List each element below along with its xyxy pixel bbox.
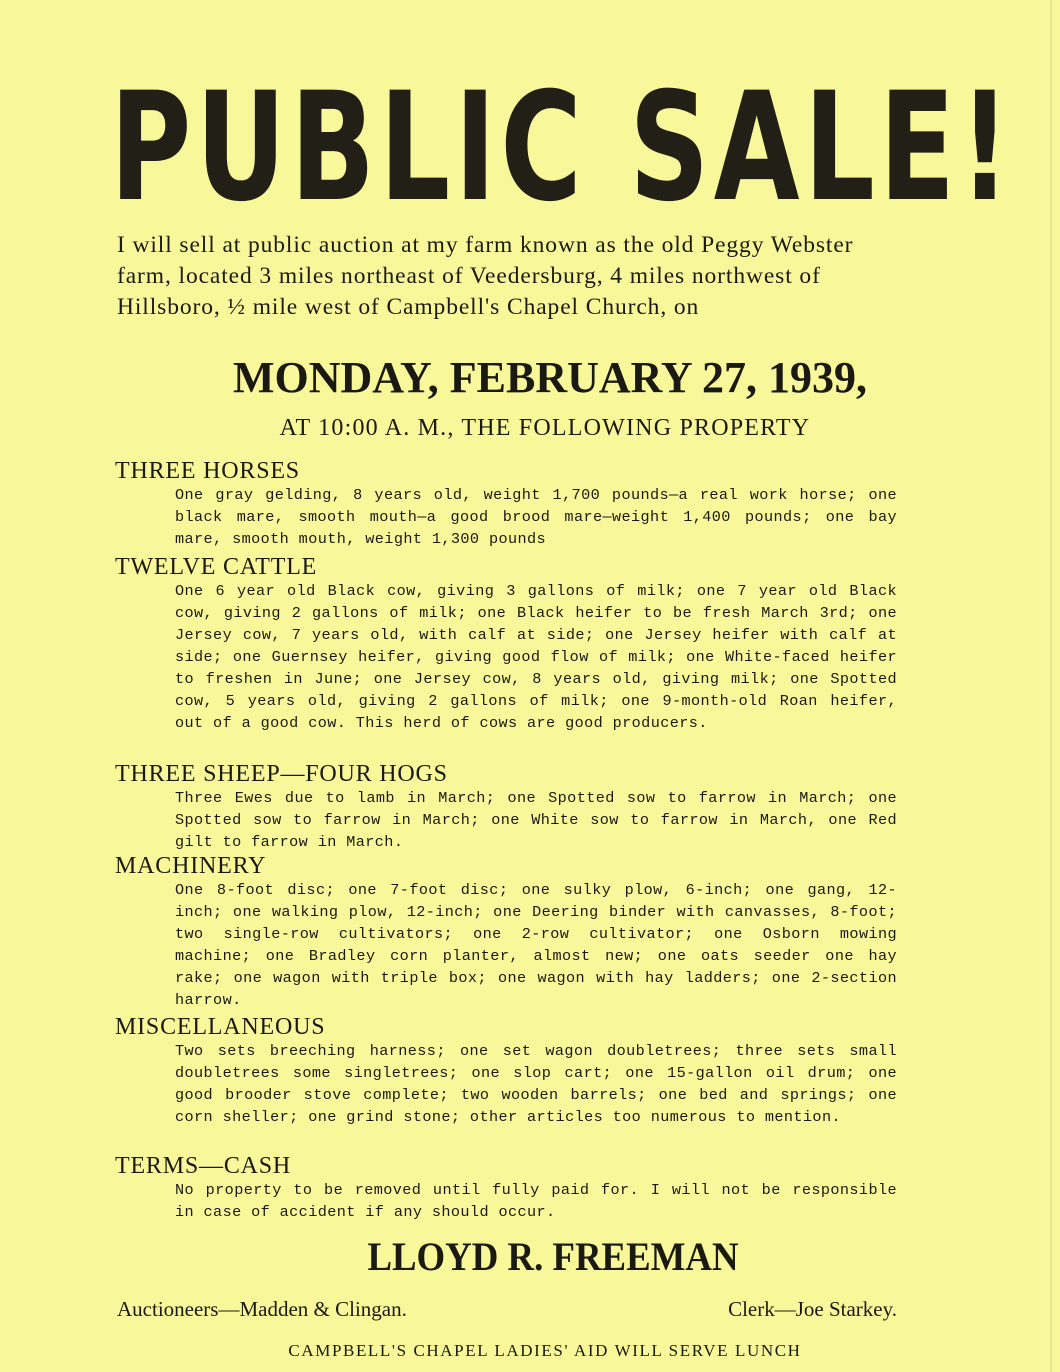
section-heading: MISCELLANEOUS	[115, 1014, 326, 1040]
seller-name: LLOYD R. FREEMAN	[367, 1234, 739, 1279]
section-heading: MACHINERY	[115, 853, 267, 879]
section-body: One 8-foot disc; one 7-foot disc; one sulky plow, 6-inch; one gang, 12-inch; one walking plow, 12-inch; one Deering binder with canvasses, 8-foot; two single-row cultivators; one 2-row cultivator; one Osborn mowing machine; one Bradley corn planter, almost new; one oats seeder one hay rake; one wagon with triple box; one wagon with hay ladders; one 2-section harrow.	[175, 881, 897, 1009]
section-body: No property to be removed until fully paid for. I will not be responsible in case of accident if any should occur.	[175, 1181, 897, 1221]
section-sheep-hogs	[115, 761, 905, 853]
intro-paragraph: I will sell at public auction at my farm known as the old Peggy Webster farm, located 3 miles northeast of Veedersburg, 4 miles northwest of Hillsboro, ½ mile west of Campbell's Chapel Church, on	[117, 232, 854, 320]
section-heading: TWELVE CATTLE	[115, 554, 318, 580]
clerk-credit: Clerk—Joe Starkey.	[728, 1297, 897, 1321]
paper-edge	[1050, 0, 1052, 1372]
section-heading: THREE SHEEP—FOUR HOGS	[115, 761, 448, 787]
section-miscellaneous	[115, 1014, 905, 1128]
headline: PUBLIC SALE!	[110, 61, 1015, 235]
section-body: Two sets breeching harness; one set wagon doubletrees; three sets small doubletrees some singletrees; one slop cart; one 15-gallon oil drum; one good brooder stove complete; two wooden barrels; one bed and springs; one corn sheller; one grind stone; other articles too numerous to mention.	[175, 1042, 897, 1126]
lunch-notice: CAMPBELL'S CHAPEL LADIES' AID WILL SERVE LUNCH	[288, 1341, 802, 1360]
section-cattle	[115, 554, 905, 734]
section-heading: TERMS—CASH	[115, 1153, 292, 1179]
sale-date: MONDAY, FEBRUARY 27, 1939,	[232, 353, 868, 402]
section-machinery	[115, 853, 905, 1011]
section-body: Three Ewes due to lamb in March; one Spotted sow to farrow in March; one Spotted sow to farrow in March; one White sow to farrow in March, one Red gilt to farrow in March.	[175, 789, 897, 851]
sale-time: AT 10:00 A. M., THE FOLLOWING PROPERTY	[279, 415, 811, 441]
section-terms	[115, 1153, 905, 1223]
section-body: One gray gelding, 8 years old, weight 1,700 pounds—a real work horse; one black mare, smooth mouth—a good brood mare—weight 1,400 pounds; one bay mare, smooth mouth, weight 1,300 pounds	[175, 486, 897, 548]
section-body: One 6 year old Black cow, giving 3 gallons of milk; one 7 year old Black cow, giving 2 gallons of milk; one Black heifer to be fresh March 3rd; one Jersey cow, 7 years old, with calf at side; one Jersey heifer with calf at side; one Guernsey heifer, giving good flow of milk; one White-faced heifer to freshen in June; one Jersey cow, 8 years old, giving milk; one Spotted cow, 5 years old, giving 2 gallons of milk; one 9-month-old Roan heifer, out of a good cow. This herd of cows are good producers.	[175, 582, 897, 732]
section-horses	[115, 458, 905, 550]
auctioneers-credit: Auctioneers—Madden & Clingan.	[117, 1297, 407, 1321]
section-heading: THREE HORSES	[115, 458, 300, 484]
